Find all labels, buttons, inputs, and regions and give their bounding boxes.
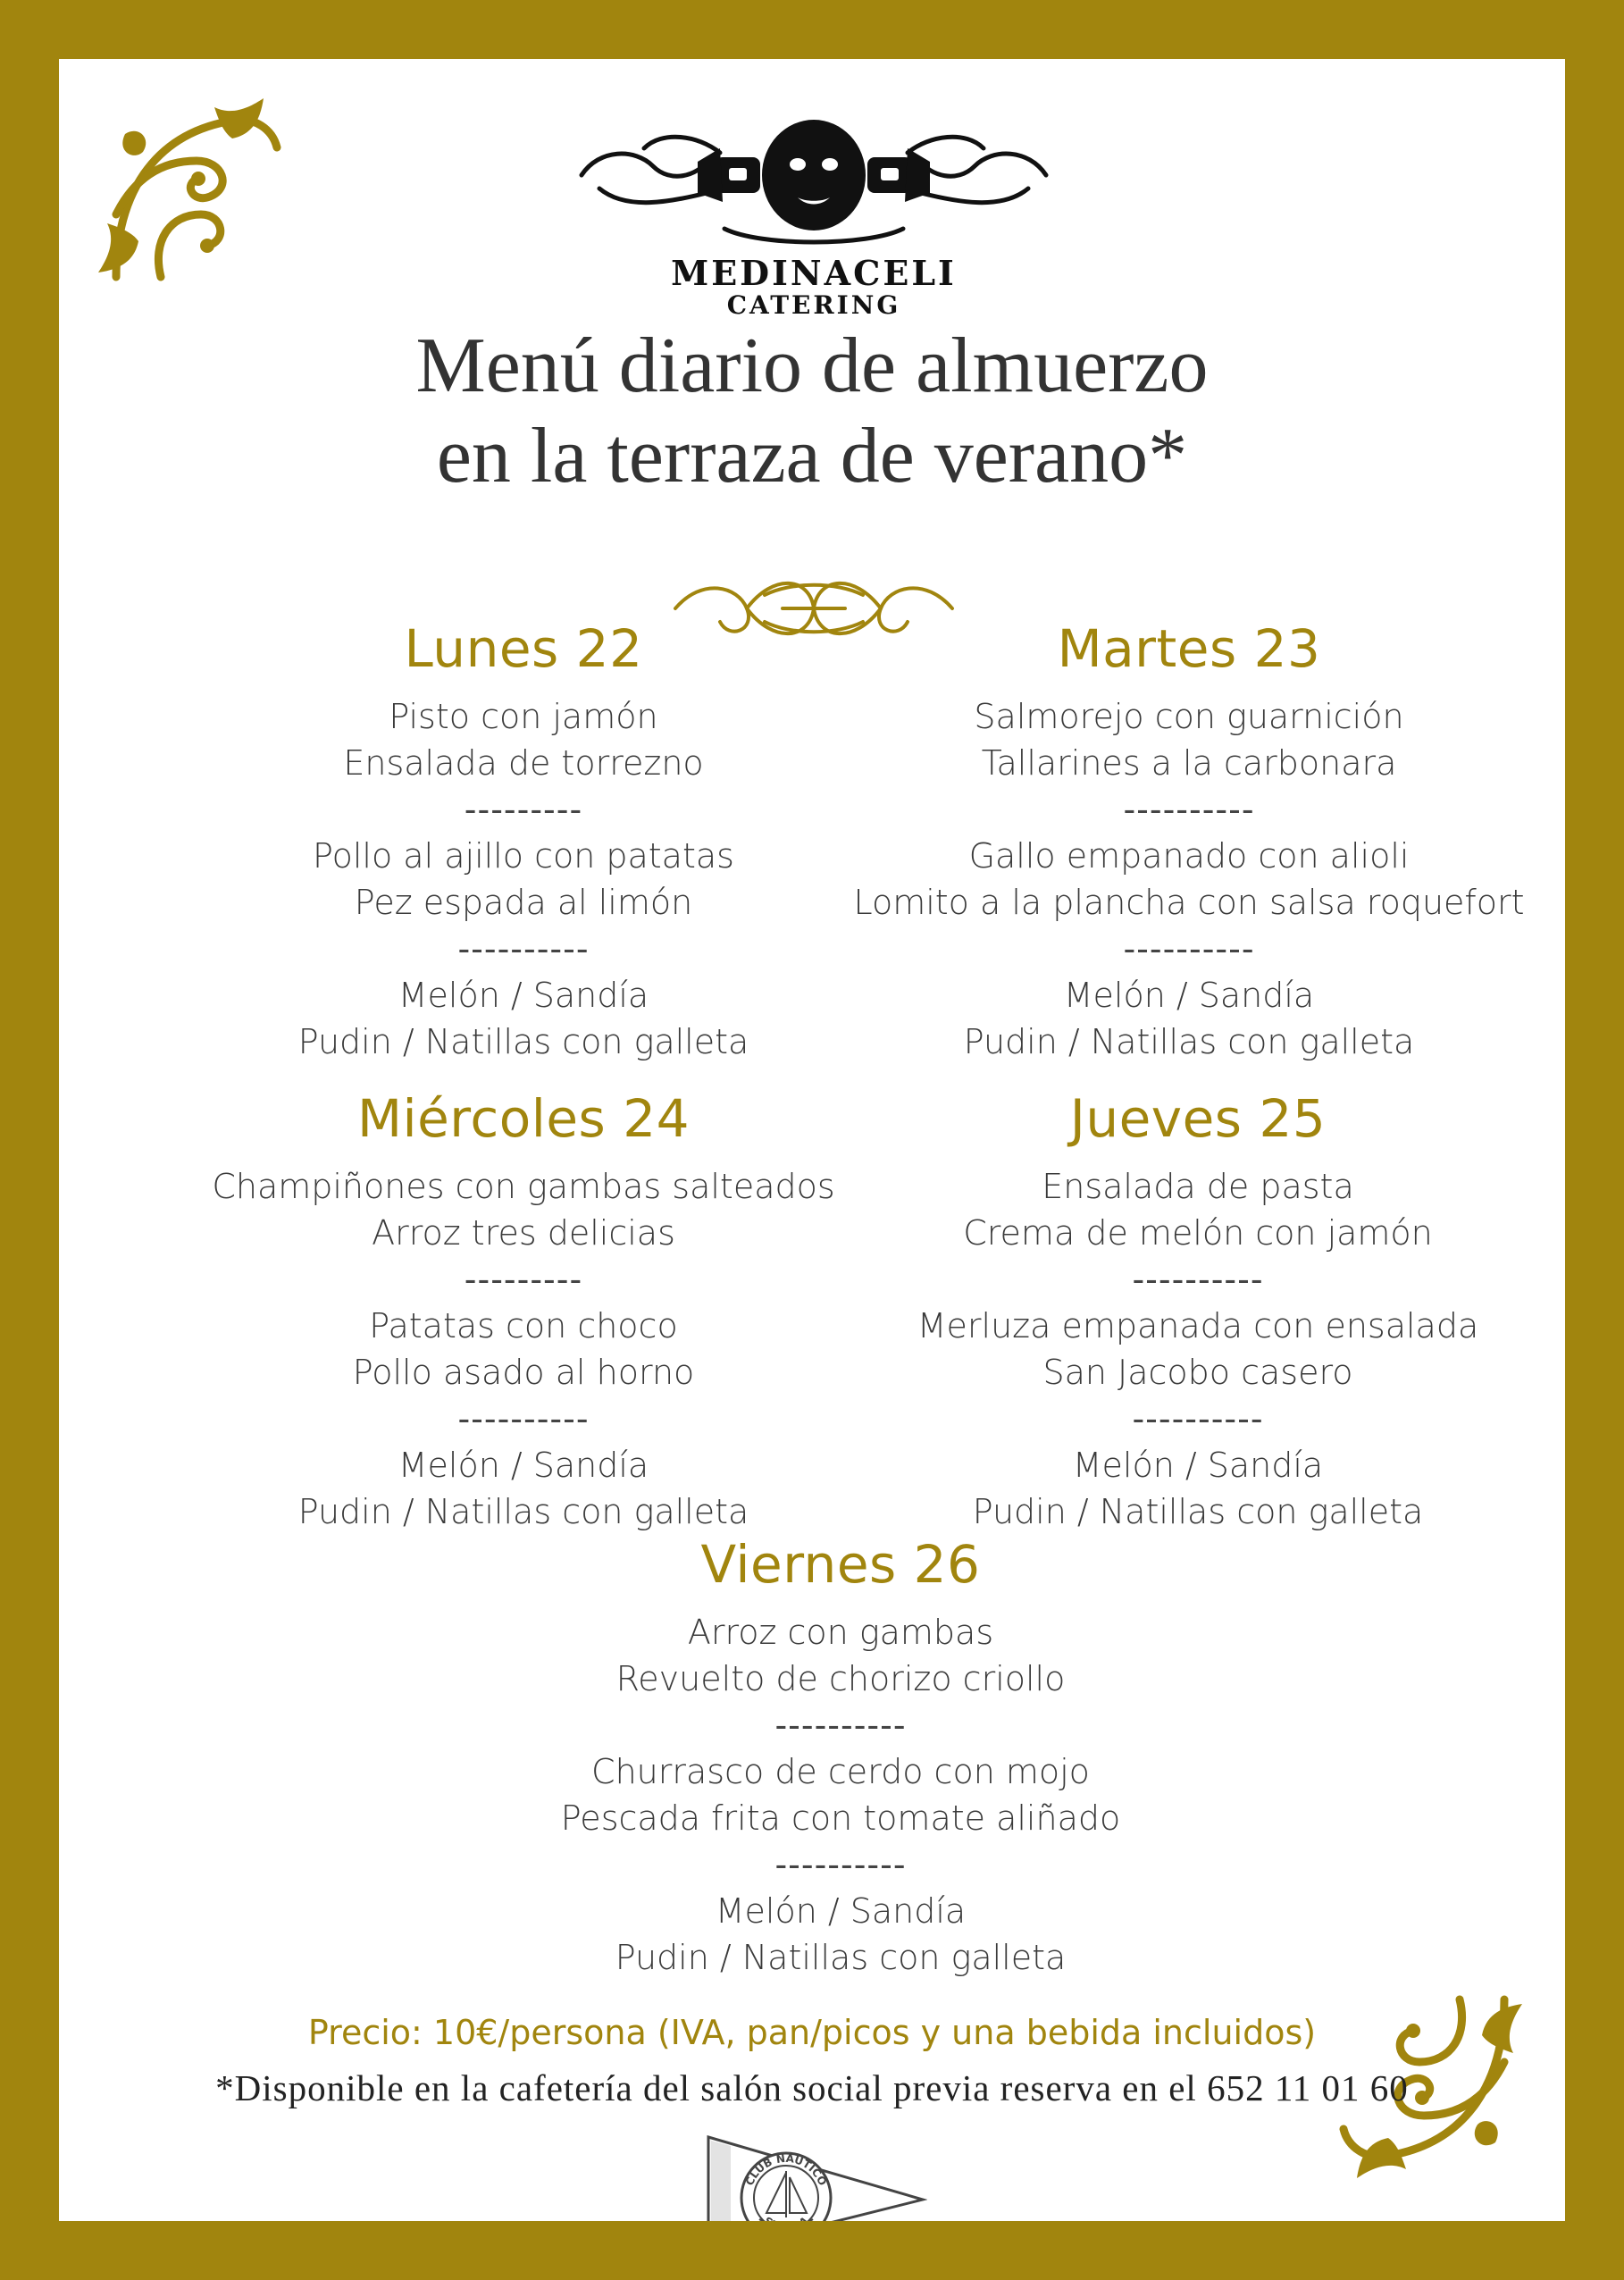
dessert-item: Melón / Sandía — [1072, 1446, 1324, 1485]
course-separator: --------- — [464, 1260, 583, 1299]
second-course-item: Pollo al ajillo con patatas — [313, 836, 734, 876]
day-title: Viernes 26 — [700, 1534, 981, 1595]
first-course-item: Arroz con gambas — [687, 1613, 994, 1652]
menu-title-line2: en la terraza de verano* — [436, 413, 1188, 499]
day-viernes — [461, 1529, 1220, 1981]
dessert-item: Pudin / Natillas con galleta — [297, 1022, 749, 1061]
second-course-item: Pescada frita con tomate aliñado — [560, 1798, 1121, 1838]
dessert-item: Melón / Sandía — [398, 976, 649, 1015]
day-miercoles — [157, 1083, 890, 1535]
club-logo-bottom-text: SEVILLA — [761, 2214, 811, 2234]
course-separator: --------- — [464, 790, 583, 829]
course-separator: ---------- — [1132, 1399, 1264, 1438]
price-line: Precio: 10€/persona (IVA, pan/picos y una bebida incluidos) — [307, 2013, 1317, 2052]
second-course-item: Pollo asado al horno — [352, 1353, 695, 1392]
course-separator: ---------- — [457, 929, 590, 968]
day-title: Jueves 25 — [1069, 1088, 1327, 1149]
availability-note: *Disponible en la cafetería del salón social previa reserva en el 652 11 01 60 — [215, 2067, 1409, 2108]
dessert-item: Melón / Sandía — [715, 1891, 967, 1931]
course-separator: ---------- — [1132, 1260, 1264, 1299]
dessert-item: Pudin / Natillas con galleta — [615, 1938, 1067, 1977]
course-separator: ---------- — [1123, 929, 1255, 968]
day-title: Miércoles 24 — [356, 1088, 691, 1149]
dessert-item: Melón / Sandía — [1063, 976, 1315, 1015]
second-course-item: San Jacobo casero — [1042, 1353, 1353, 1392]
second-course-item: Gallo empanado con alioli — [968, 836, 1410, 876]
course-separator: ---------- — [1123, 790, 1255, 829]
club-nautico-pennant-icon — [704, 2128, 927, 2234]
second-course-item: Lomito a la plancha con salsa roquefort — [853, 883, 1525, 922]
day-lunes — [166, 613, 881, 1065]
second-course-item: Churrasco de cerdo con mojo — [591, 1752, 1090, 1791]
first-course-item: Tallarines a la carbonara — [981, 743, 1397, 783]
dessert-item: Melón / Sandía — [398, 1446, 649, 1485]
day-jueves — [827, 1083, 1565, 1535]
menu-title-line1: Menú diario de almuerzo — [415, 323, 1209, 409]
day-title: Lunes 22 — [404, 618, 643, 679]
menu-page — [59, 59, 1565, 2234]
day-martes — [818, 613, 1560, 1065]
club-logo-top-text: CLUB NAUTICO — [742, 2151, 830, 2188]
first-course-item: Salmorejo con guarnición — [974, 697, 1404, 736]
brand-name: MEDINACELI — [671, 253, 957, 293]
medinaceli-crest-icon — [564, 113, 1064, 264]
brand-logo — [550, 113, 1077, 345]
first-course-item: Ensalada de pasta — [1042, 1167, 1354, 1206]
first-course-item: Pisto con jamón — [389, 697, 658, 736]
course-separator: ---------- — [774, 1706, 907, 1745]
course-separator: ---------- — [457, 1399, 590, 1438]
first-course-item: Revuelto de chorizo criollo — [615, 1659, 1066, 1698]
brand-subtitle: CATERING — [726, 290, 901, 320]
second-course-item: Pez espada al limón — [354, 883, 693, 922]
second-course-item: Patatas con choco — [369, 1306, 678, 1345]
first-course-item: Ensalada de torrezno — [343, 743, 704, 783]
first-course-item: Arroz tres delicias — [372, 1213, 675, 1253]
dessert-item: Pudin / Natillas con galleta — [297, 1492, 749, 1531]
corner-ornament-top-left — [98, 98, 295, 295]
dessert-item: Pudin / Natillas con galleta — [972, 1492, 1424, 1531]
second-course-item: Merluza empanada con ensalada — [917, 1306, 1479, 1345]
first-course-item: Crema de melón con jamón — [963, 1213, 1433, 1253]
course-separator: ---------- — [774, 1845, 907, 1884]
day-title: Martes 23 — [1057, 618, 1321, 679]
dessert-item: Pudin / Natillas con galleta — [963, 1022, 1415, 1061]
first-course-item: Champiñones con gambas salteados — [212, 1167, 835, 1206]
